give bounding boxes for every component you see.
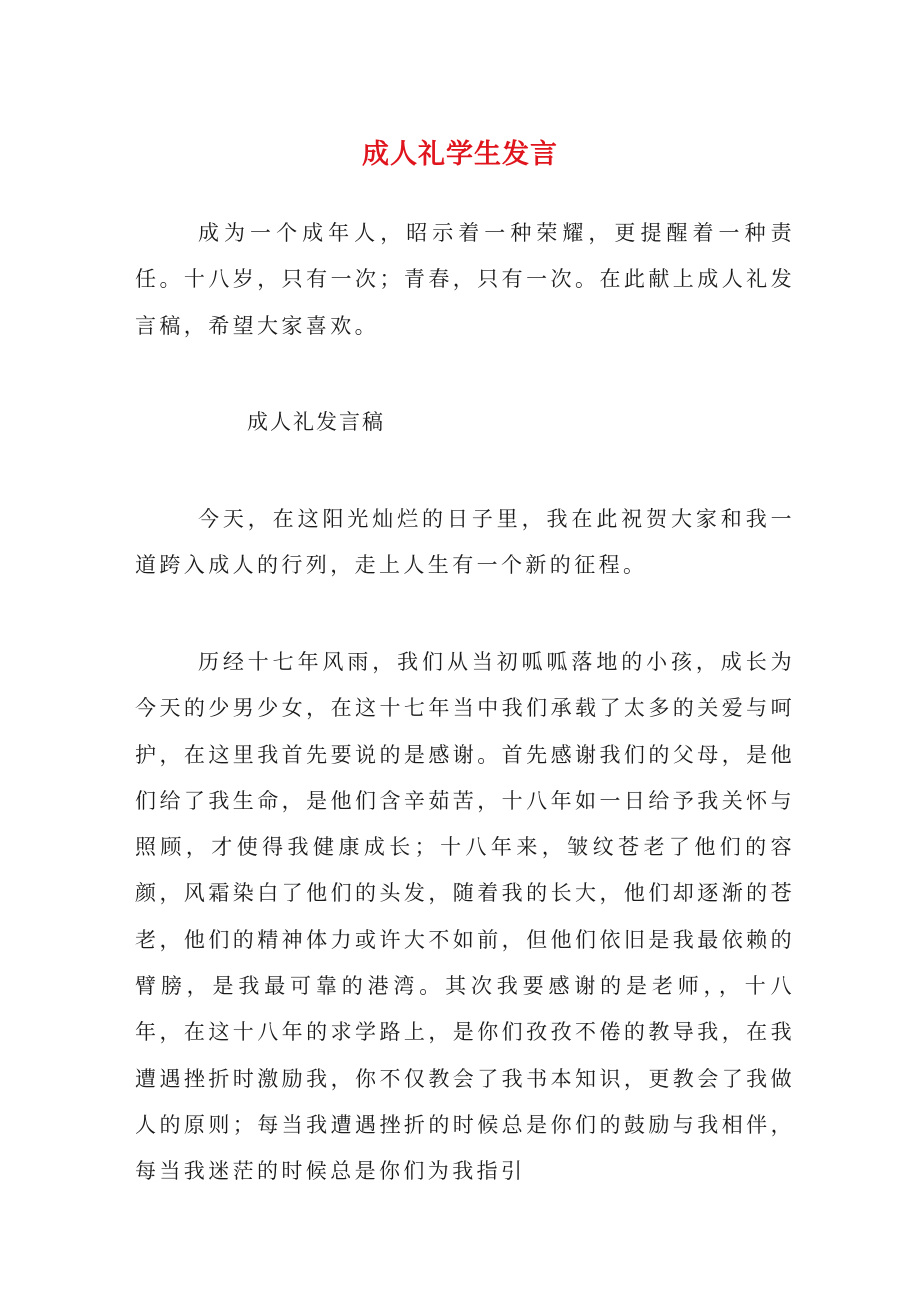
speech-paragraph-1: 今天，在这阳光灿烂的日子里，我在此祝贺大家和我一道跨入成人的行列，走上人生有一个新的征程。 bbox=[135, 507, 795, 578]
speech-subheading: 成人礼发言稿 bbox=[247, 410, 385, 434]
speech-paragraph-2: 历经十七年风雨，我们从当初呱呱落地的小孩，成长为今天的少男少女，在这十七年当中我们承载了太多的关爱与呵护，在这里我首先要说的是感谢。首先感谢我们的父母，是他们给了我生命，是他们含辛茹苦，十八年如一日给予我关怀与照顾，才使得我健康成长；十八年来，皱纹苍老了他们的容颜，风霜染白了他们的头发，随着我的长大，他们却逐渐的苍老，他们的精神体力或许大不如前，但他们依旧是我最依赖的臂膀，是我最可靠的港湾。其次我要感谢的是老师，，十八年，在这十八年的求学路上，是你们孜孜不倦的教导我，在我遭遇挫折时激励我，你不仅教会了我书本知识，更教会了我做人的原则；每当我遭遇挫折的时候总是你们的鼓励与我相伴，每当我迷茫的时候总是你们为我指引 bbox=[135, 650, 795, 1184]
intro-paragraph: 成为一个成年人，昭示着一种荣耀，更提醒着一种责任。十八岁，只有一次；青春，只有一次。在此献上成人礼发言稿，希望大家喜欢。 bbox=[135, 221, 795, 338]
document-title: 成人礼学生发言 bbox=[362, 139, 558, 171]
